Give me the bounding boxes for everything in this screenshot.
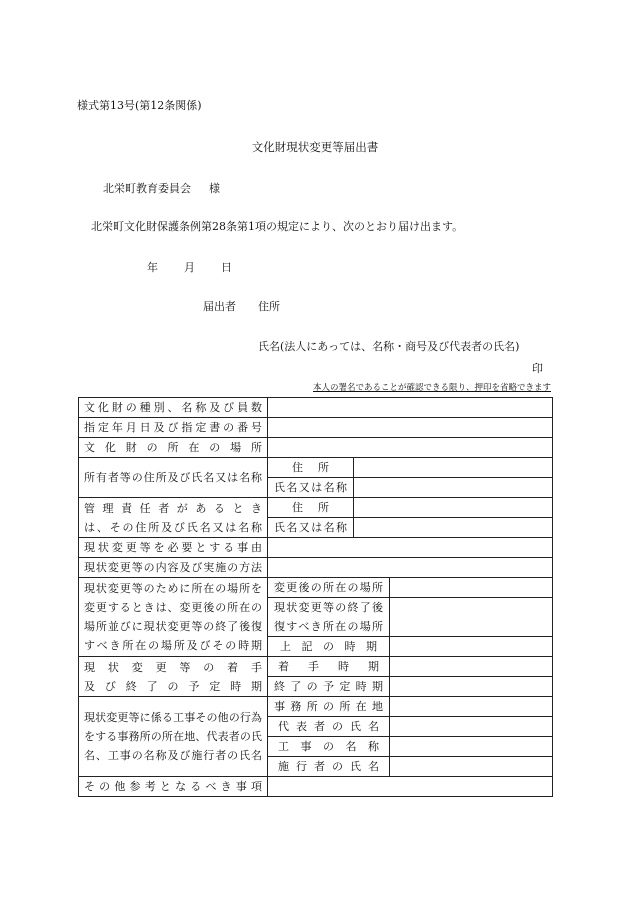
table-row (79, 398, 553, 418)
return-time-field[interactable] (390, 637, 553, 657)
contractor-name-field[interactable] (390, 757, 553, 777)
table-row (79, 558, 553, 578)
addressee-name: 北栄町教育委員会 (103, 182, 191, 195)
intro-text: 北栄町文化財保護条例第28条第1項の規定により、次のとおり届け出ます。 (91, 220, 464, 233)
works-office-label-line1: 現状変更等に係る工事その他の行為 (84, 711, 262, 724)
table-row (79, 458, 553, 478)
works-name-label: 工事の名称 (278, 740, 379, 753)
manager-label-line2: は、その住所及び氏名又は名称 (84, 520, 262, 534)
other-notes-label: その他参考となるべき事項 (84, 780, 262, 793)
table-row (79, 498, 553, 518)
works-office-label-line2: をする事務所の所在地、代表者の氏 (84, 730, 262, 743)
start-time-label: 着手時期 (278, 660, 379, 673)
start-time-field[interactable] (390, 657, 553, 677)
relocation-label-line2: 変更するときは、変更後の所在の (84, 601, 262, 614)
owner-address-label: 住所 (292, 461, 329, 474)
table-row (79, 657, 553, 677)
date-year-label: 年 (147, 261, 158, 274)
representative-name-field[interactable] (390, 717, 553, 737)
owner-name-field[interactable] (354, 478, 553, 498)
schedule-label-line1: 現状変更等の着手 (84, 660, 262, 674)
owner-address-field[interactable] (354, 458, 553, 478)
addressee (103, 180, 220, 196)
date-month-label: 月 (184, 261, 195, 274)
cultural-property-type-label: 文化財の種別、名称及び員数 (84, 401, 262, 414)
reason-field[interactable] (268, 538, 553, 558)
return-location-label-line1: 現状変更等の終了後 (274, 601, 383, 614)
relocation-label-line3: 場所並びに現状変更等の終了後復 (84, 620, 262, 633)
notification-table (78, 397, 553, 797)
table-row (79, 538, 553, 558)
schedule-label-line2: 及び終了の予定時期 (84, 679, 262, 693)
content-method-label: 現状変更等の内容及び実施の方法 (84, 561, 262, 574)
table-row (79, 438, 553, 458)
designation-date-field[interactable] (268, 418, 553, 438)
reason-label: 現状変更等を必要とする事由 (84, 541, 262, 554)
document-title: 文化財現状変更等届出書 (251, 140, 379, 154)
designation-date-label: 指定年月日及び指定書の番号 (84, 421, 262, 434)
content-method-field[interactable] (268, 558, 553, 578)
works-name-field[interactable] (390, 737, 553, 757)
notifier-label: 届出者 (203, 300, 236, 313)
manager-name-label: 氏名又は名称 (274, 521, 347, 534)
cultural-property-type-field[interactable] (268, 398, 553, 418)
seal-note: 本人の署名であることが確認できる限り、押印を省略できます (312, 383, 551, 393)
office-address-field[interactable] (390, 697, 553, 717)
relocation-label-line1: 現状変更等のために所在の場所を (84, 582, 262, 595)
notifier-name-label: 氏名(法人にあっては、名称・商号及び代表者の氏名) (258, 340, 520, 353)
notifier-address-label: 住所 (258, 300, 280, 313)
return-location-field[interactable] (390, 598, 553, 637)
owner-label: 所有者等の住所及び氏名又は名称 (84, 471, 262, 484)
other-notes-field[interactable] (268, 777, 553, 797)
return-time-label: 上記の時期 (280, 640, 377, 653)
addressee-suffix: 様 (209, 182, 220, 195)
office-address-label: 事務所の所在地 (274, 700, 383, 713)
manager-address-field[interactable] (354, 498, 553, 518)
form-number: 様式第13号(第12条関係) (77, 99, 202, 112)
table-row (79, 697, 553, 717)
return-location-label-line2: 復すべき所在の場所 (274, 620, 383, 633)
manager-label-line1: 管理責任者があるとき (84, 501, 262, 515)
location-label: 文化財の所在の場所 (84, 441, 262, 454)
date-day-label: 日 (221, 261, 232, 274)
table-row (79, 777, 553, 797)
end-time-label: 終了の予定時期 (274, 680, 383, 693)
owner-name-label: 氏名又は名称 (274, 481, 347, 494)
date-line (147, 259, 258, 275)
manager-name-field[interactable] (354, 518, 553, 538)
end-time-field[interactable] (390, 677, 553, 697)
seal-mark: 印 (532, 362, 543, 375)
contractor-name-label: 施行者の氏名 (278, 760, 379, 773)
new-location-field[interactable] (390, 578, 553, 598)
location-field[interactable] (268, 438, 553, 458)
table-row (79, 418, 553, 438)
new-location-label: 変更後の所在の場所 (274, 581, 383, 594)
manager-address-label: 住所 (292, 501, 329, 514)
works-office-label-line3: 名、工事の名称及び施行者の氏名 (84, 749, 262, 762)
relocation-label-line4: すべき所在の場所及びその時期 (84, 639, 262, 652)
notifier-line (203, 298, 280, 314)
table-row (79, 578, 553, 598)
representative-name-label: 代表者の氏名 (278, 720, 379, 733)
